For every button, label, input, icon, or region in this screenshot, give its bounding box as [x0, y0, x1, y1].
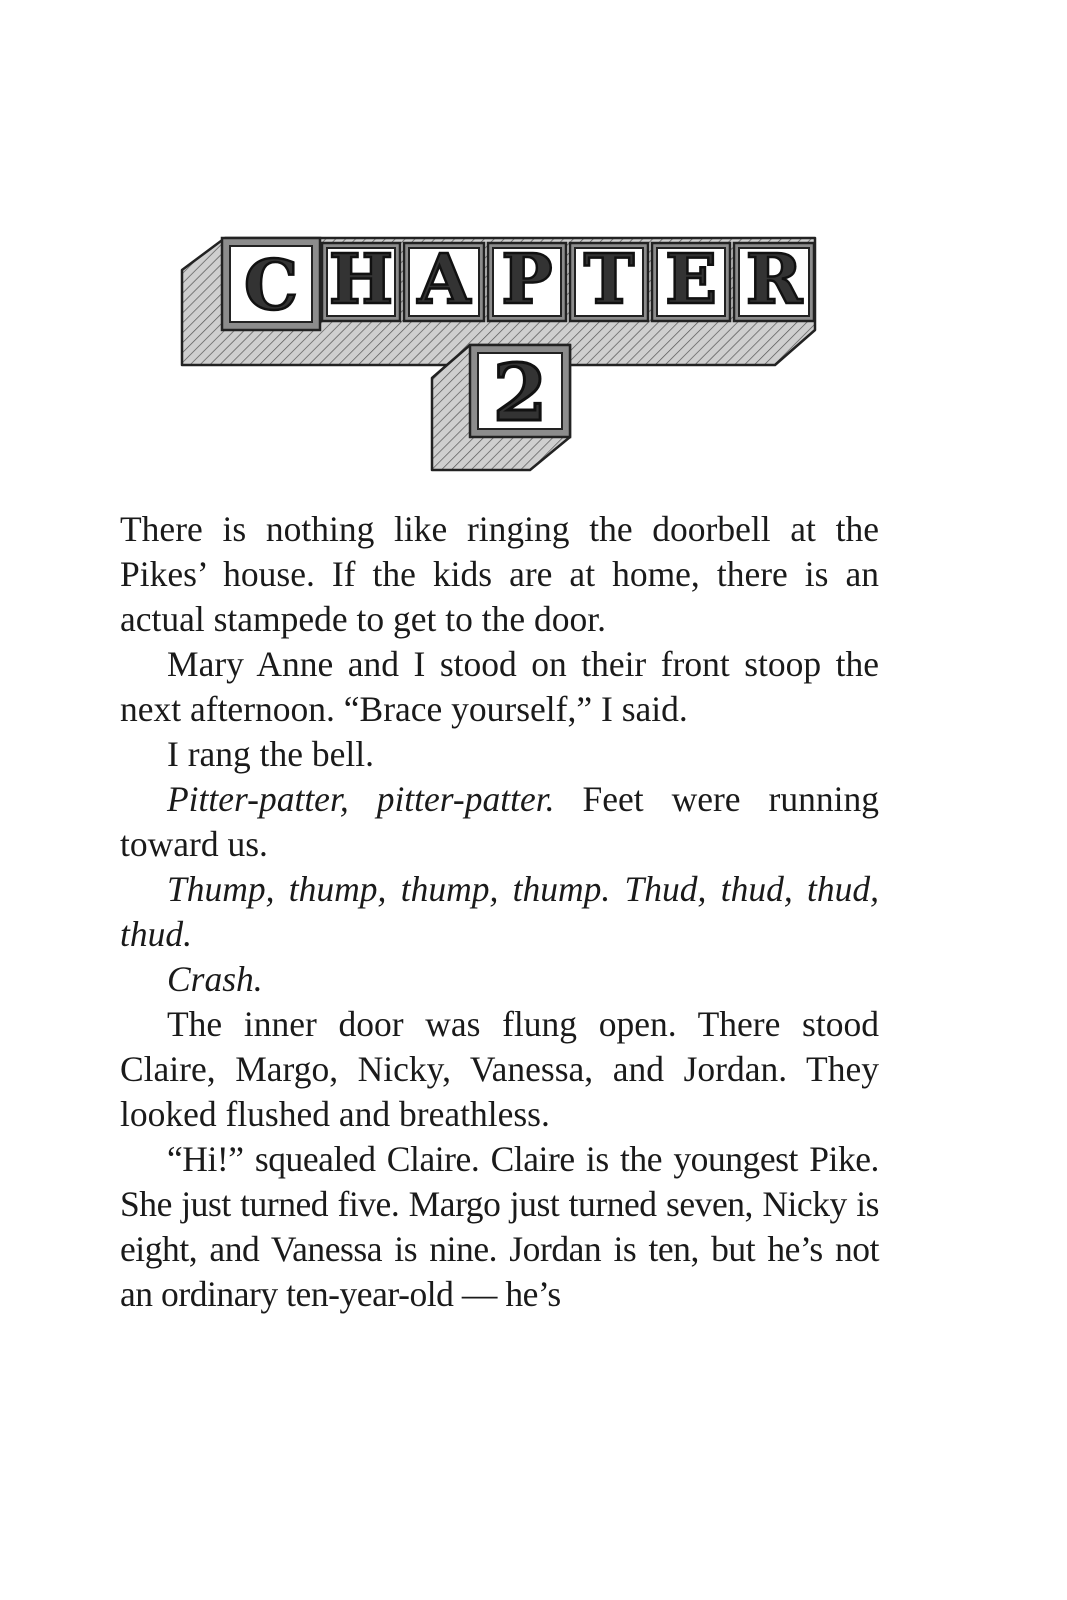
chapter-body-text: [120, 507, 879, 1317]
paragraph: [120, 957, 879, 1002]
chapter-letter: A: [417, 240, 471, 320]
paragraph: “Hi!” squealed Claire. Claire is the youngest Pike. She just turned five. Margo just turned seven, Nicky is eight, and Vanessa is nine. Jordan is ten, but he’s not an ordinary ten-year-old — he’s: [120, 1139, 879, 1314]
chapter-blocks-illustration: [0, 0, 1067, 520]
chapter-heading: [0, 0, 1067, 520]
italic-sound-text: Thump, thump, thump, thump. Thud, thud, thud, thud.: [120, 869, 879, 954]
chapter-letter-block: [322, 240, 400, 321]
chapter-number: 2: [492, 348, 548, 439]
chapter-letter-block: [404, 240, 484, 321]
chapter-letter-block: [488, 240, 566, 321]
paragraph: Mary Anne and I stood on their front stoop the next afternoon. “Brace yourself,” I said.: [120, 644, 879, 729]
chapter-letter: H: [328, 240, 394, 320]
paragraph: I rang the bell.: [167, 734, 375, 774]
chapter-letter: P: [501, 240, 553, 320]
paragraph: There is nothing like ringing the doorbell at the Pikes’ house. If the kids are at home, there is an actual stampede to get to the door.: [120, 509, 879, 639]
paragraph: [120, 777, 879, 867]
paragraph: [120, 867, 879, 957]
chapter-letter-block: [652, 240, 730, 321]
paragraph-text: Feet were running toward us.: [120, 779, 879, 864]
chapter-letter-block: [734, 240, 814, 321]
chapter-letter: T: [583, 240, 635, 320]
chapter-word-blocks: [222, 238, 814, 330]
paragraph: The inner door was flung open. There stood Claire, Margo, Nicky, Vanessa, and Jordan. They looked flushed and breathless.: [120, 1004, 879, 1134]
chapter-number-block: [470, 345, 570, 439]
italic-sound-text: Crash.: [167, 959, 263, 999]
chapter-letter: R: [745, 240, 803, 320]
chapter-letter-block: [222, 238, 320, 330]
chapter-letter: E: [665, 240, 717, 320]
chapter-letter-block: [570, 240, 648, 321]
italic-sound-text: Pitter-patter, pitter-patter.: [167, 779, 555, 819]
chapter-letter: C: [243, 246, 299, 326]
